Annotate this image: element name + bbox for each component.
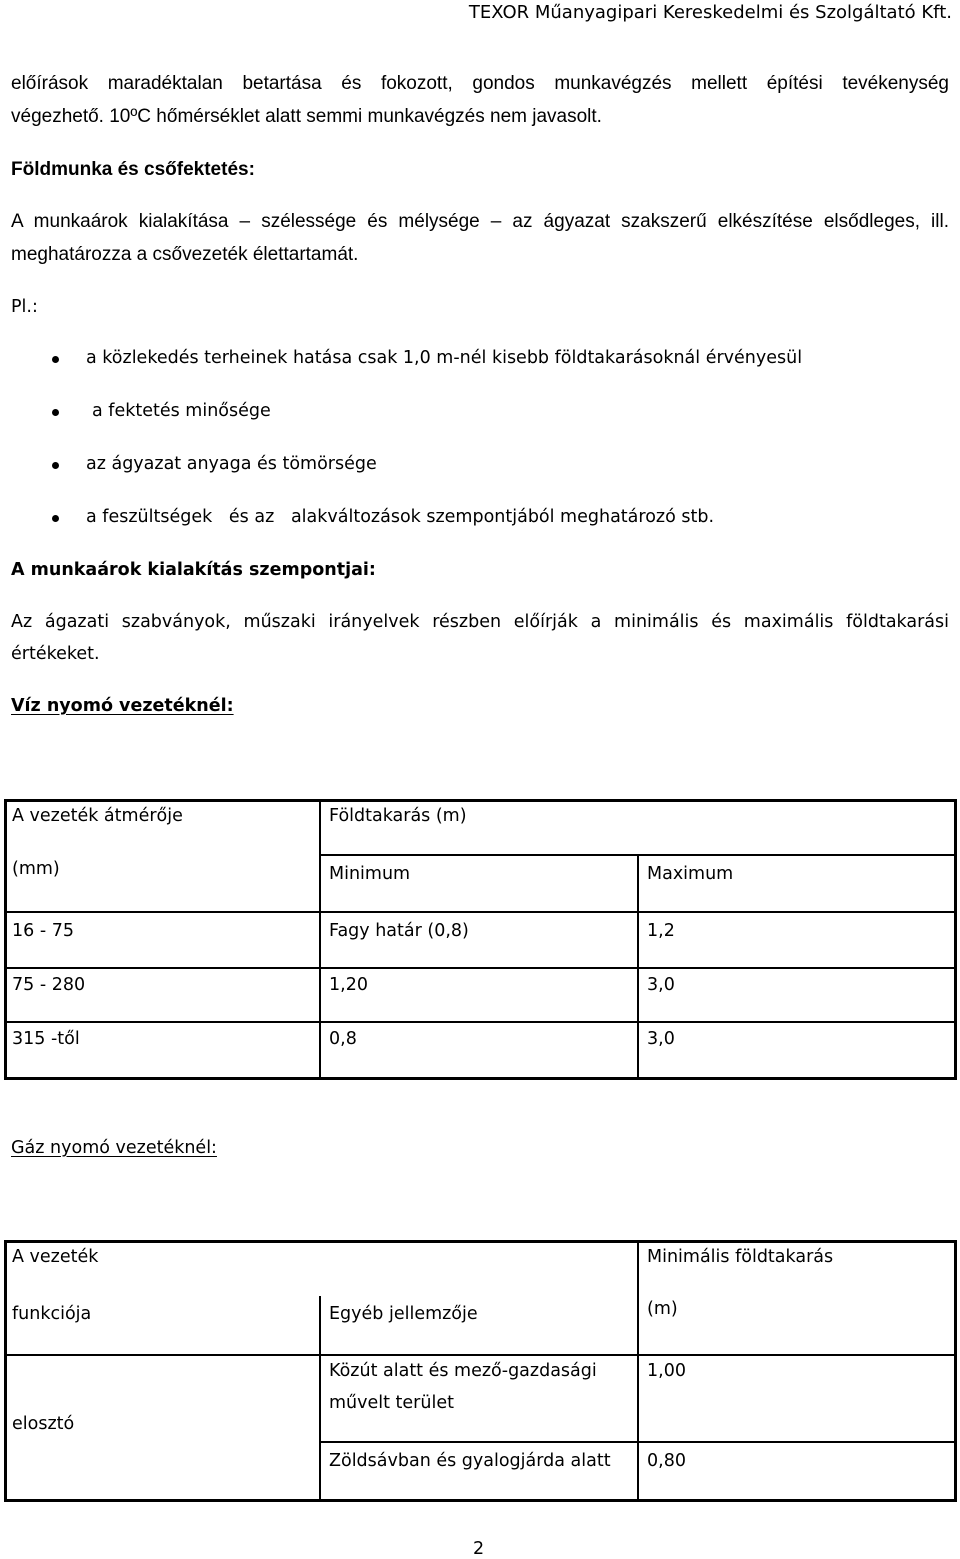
table-cell-characteristic-line-2: művelt terület: [329, 1393, 454, 1413]
table-cell-function: elosztó: [12, 1414, 75, 1434]
earthwork-paragraph-line-2: meghatározza a csővezeték élettartamát.: [11, 244, 359, 265]
bullet-item-4: a feszültségek és az alakváltozások szempontjából meghatározó stb.: [86, 507, 715, 527]
bullet-dot: [52, 356, 59, 363]
table-cell-max: 1,2: [647, 921, 675, 941]
gas-heading: Gáz nyomó vezetéknél:: [11, 1138, 217, 1158]
table-cell-diameter: 75 - 280: [12, 975, 86, 995]
bullet-item-3: az ágyazat anyaga és tömörsége: [86, 454, 377, 474]
table-divider: [321, 854, 957, 856]
min-cover-unit-header: (m): [647, 1299, 678, 1319]
table-cell-max: 3,0: [647, 1029, 675, 1049]
page-header: TEXOR Műanyagipari Kereskedelmi és Szolgáltató Kft.: [468, 2, 952, 23]
water-heading: Víz nyomó vezetéknél:: [11, 696, 234, 716]
table-divider: [637, 1240, 639, 1502]
table-divider: [4, 911, 957, 913]
table-divider: [4, 1021, 957, 1023]
min-header: Minimum: [329, 864, 411, 884]
table-divider: [4, 1354, 957, 1356]
trench-heading: A munkaárok kialakítás szempontjai:: [11, 560, 376, 580]
bullet-dot: [52, 409, 59, 416]
trench-paragraph-line-1: Az ágazati szabványok, műszaki irányelvek részben előírják a minimális és maximális földtakarási: [11, 612, 949, 632]
table-divider: [319, 1296, 321, 1502]
earthwork-paragraph-line-1: A munkaárok kialakítása – szélessége és mélysége – az ágyazat szakszerű elkészítése elsődleges, ill.: [11, 211, 949, 232]
table-cell-min: Fagy határ (0,8): [329, 921, 469, 941]
table-cell-diameter: 315 -től: [12, 1029, 80, 1049]
bullet-item-1: a közlekedés terheinek hatása csak 1,0 m-nél kisebb földtakarásoknál érvényesül: [86, 348, 803, 368]
intro-line-1: előírások maradéktalan betartása és fokozott, gondos munkavégzés mellett építési tevékenység: [11, 73, 949, 94]
trench-paragraph-line-2: értékeket.: [11, 644, 100, 664]
table-cell-min: 1,20: [329, 975, 368, 995]
table-cell-min: 0,8: [329, 1029, 357, 1049]
bullet-dot: [52, 515, 59, 522]
earthwork-heading: Földmunka és csőfektetés:: [11, 159, 255, 180]
example-label: Pl.:: [11, 297, 38, 317]
cover-header: Földtakarás (m): [329, 806, 467, 826]
function-header-line-2: funkciója: [12, 1304, 92, 1324]
table-divider: [4, 967, 957, 969]
table-cell-characteristic: Közút alatt és mező-gazdasági: [329, 1361, 597, 1381]
diameter-unit-header: (mm): [12, 859, 60, 879]
page-number: 2: [473, 1539, 485, 1559]
intro-line-2: végezhető. 10ºC hőmérséklet alatt semmi munkavégzés nem javasolt.: [11, 106, 602, 127]
table-border: [4, 799, 957, 1080]
characteristic-header: Egyéb jellemzője: [329, 1304, 478, 1324]
table-cell-min-cover: 1,00: [647, 1361, 686, 1381]
function-header: A vezeték: [12, 1247, 99, 1267]
table-divider: [319, 799, 321, 1080]
min-cover-header: Minimális földtakarás: [647, 1247, 834, 1267]
table-cell-min-cover: 0,80: [647, 1451, 686, 1471]
table-cell-diameter: 16 - 75: [12, 921, 74, 941]
table-cell-max: 3,0: [647, 975, 675, 995]
diameter-header: A vezeték átmérője: [12, 806, 183, 826]
bullet-dot: [52, 462, 59, 469]
bullet-item-2: a fektetés minősége: [92, 401, 271, 421]
max-header: Maximum: [647, 864, 734, 884]
table-divider: [321, 1441, 957, 1443]
table-cell-characteristic: Zöldsávban és gyalogjárda alatt: [329, 1451, 611, 1471]
